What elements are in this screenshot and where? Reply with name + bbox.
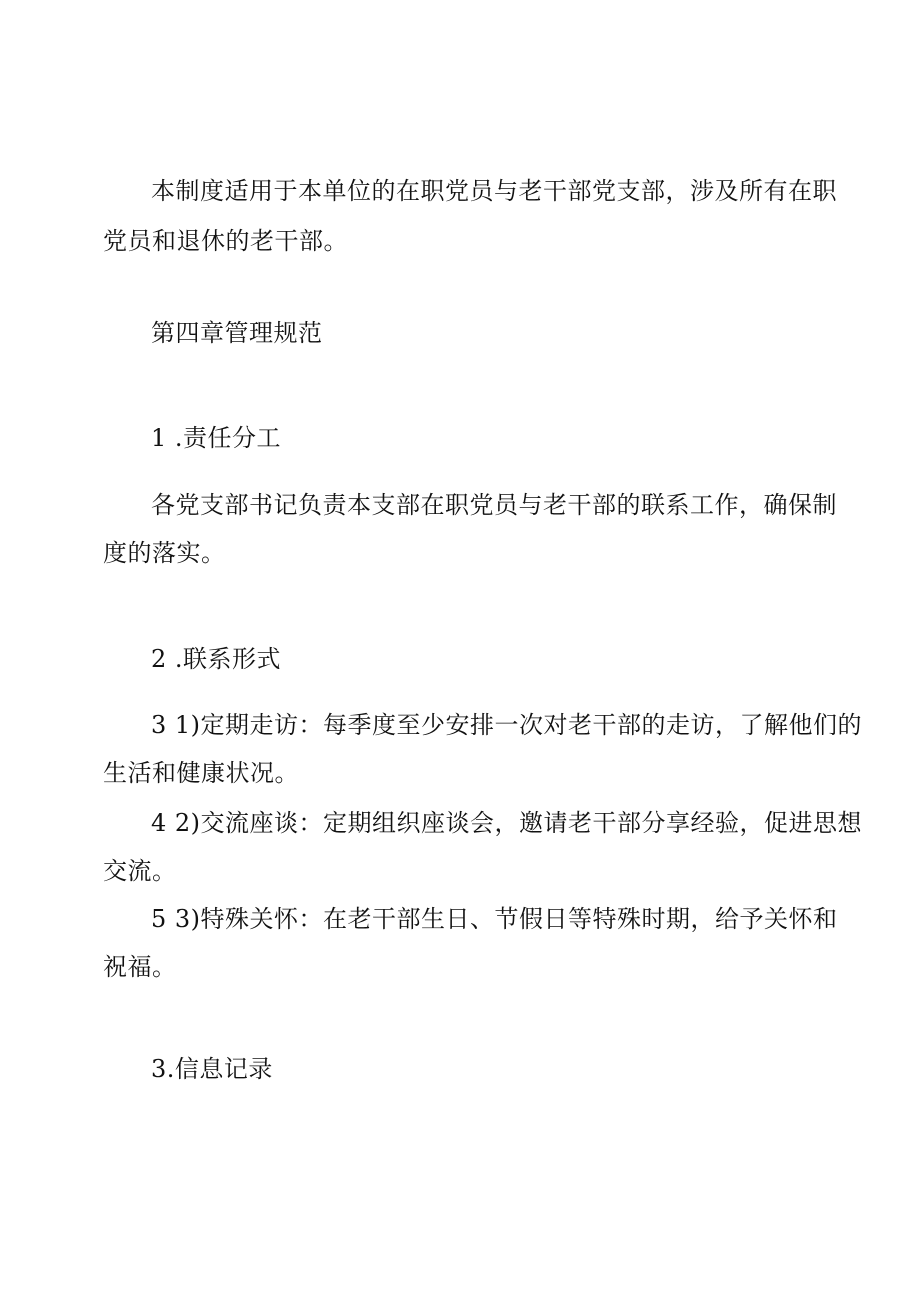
list-item-line-2: 生活和健康状况。: [103, 759, 299, 787]
list-item-line-2: 祝福。: [103, 953, 177, 981]
section-2-heading: 2 .联系形式: [151, 645, 282, 673]
section-1-paragraph-line-2: 度的落实。: [103, 539, 226, 567]
scope-paragraph-line-2: 党员和退休的老干部。: [103, 227, 348, 255]
list-item-line-1: 3 1)定期走访：每季度至少安排一次对老干部的走访，了解他们的: [151, 711, 863, 739]
list-item-line-2: 交流。: [103, 857, 177, 885]
chapter-heading: 第四章管理规范: [151, 319, 323, 347]
section-3-heading: 3.信息记录: [151, 1055, 273, 1083]
section-1-heading: 1 .责任分工: [151, 424, 282, 452]
section-1-paragraph-line-1: 各党支部书记负责本支部在职党员与老干部的联系工作，确保制: [151, 491, 837, 519]
scope-paragraph-line-1: 本制度适用于本单位的在职党员与老干部党支部，涉及所有在职: [151, 177, 837, 205]
list-item-line-1: 5 3)特殊关怀：在老干部生日、节假日等特殊时期，给予关怀和: [151, 905, 838, 933]
list-item-line-1: 4 2)交流座谈：定期组织座谈会，邀请老干部分享经验，促进思想: [151, 809, 863, 837]
